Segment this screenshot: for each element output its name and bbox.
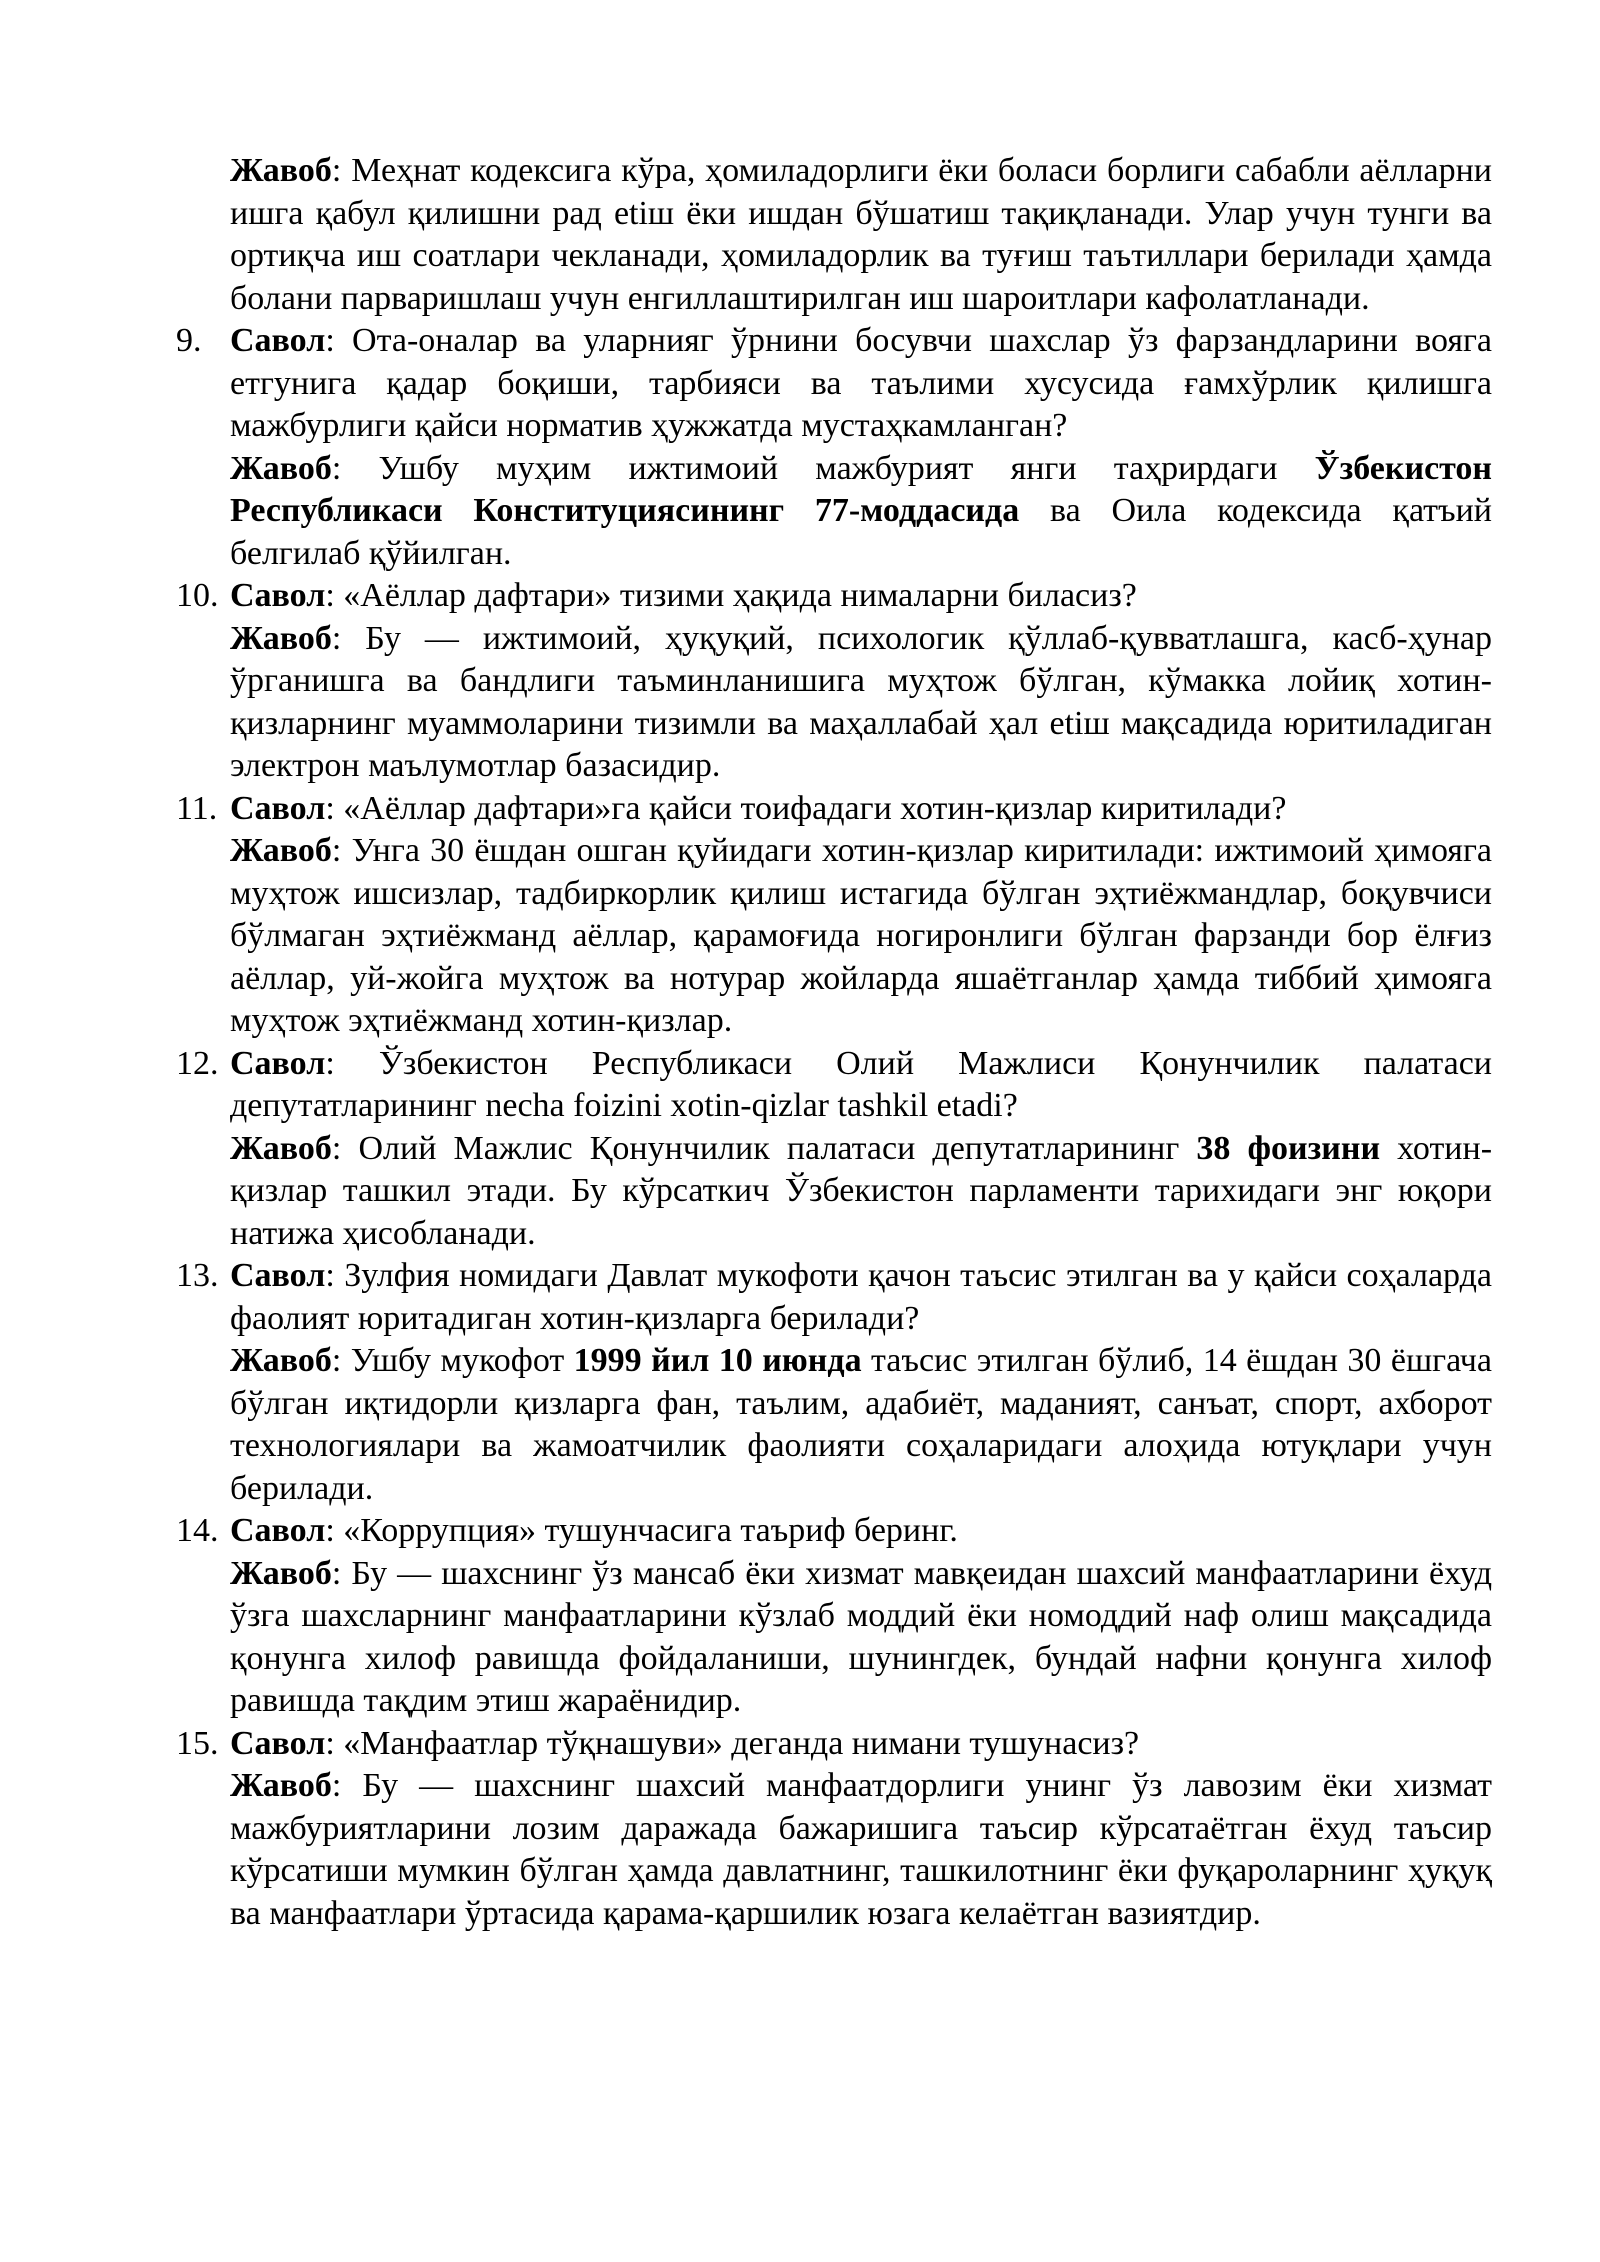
qa-item-12: [176, 1043, 1492, 1256]
item-number: 10.: [176, 577, 219, 614]
question: [230, 1255, 1492, 1340]
answer-text: : Бу — шахснинг шахсий манфаатдорлиги унинг ўз лавозим ёки хизмат мажбуриятларини лозим даражада бажаришига таъсир кўрсатаётган ёхуд таъсир кўрсатиши мумкин бўлган ҳамда давлатнинг, ташкилотнинг ёки фуқароларнинг ҳуқуқ ва манфаатлари ўртасида қарама-қаршилик юзага келаётган вазиятдир.: [230, 1767, 1492, 1932]
answer-text-end: хотин-қизлар ташкил этади. Бу кўрсаткич Ўзбекистон парламенти тарихидаги энг юқори натижа ҳисобланади.: [230, 1129, 1493, 1252]
question-label: Савол: [230, 322, 326, 359]
answer: [230, 448, 1492, 576]
answer-text-end: таъсис этилган бўлиб, 14 ёшдан 30 ёшгача бўлган иқтидорли қизларга фан, таълим, адабиёт, маданият, санъат, спорт, ахборот технологиялари ва жамоатчилик фаолияти соҳаларидаги алоҳида ютуқлари учун берилади.: [230, 1342, 1493, 1507]
item-number: 14.: [176, 1512, 219, 1549]
answer: [230, 618, 1492, 788]
question-text: : Ўзбекистон Республикаси Олий Мажлиси Қонунчилик палатаси депутатларининг necha foizini xotin-qizlar tashkil etadi?: [230, 1044, 1492, 1124]
answer-text: : Бу — шахснинг ўз мансаб ёки хизмат мавқеидан шахсий манфаатларини ёхуд ўзга шахсларнинг манфаатларини кўзлаб моддий ёки номоддий наф олиш мақсадида қонунга хилоф равишда фойдаланиши, шунингдек, бундай нафни қонунга хилоф равишда тақдим этиш жараёнидир.: [230, 1554, 1492, 1719]
question-label: Савол: [230, 1044, 326, 1082]
question-text: : Зулфия номидаги Давлат мукофоти қачон таъсис этилган ва у қайси соҳаларда фаолият юритадиган хотин-қизларга берилади?: [230, 1257, 1492, 1337]
answer-text: : Ушбу мукофот: [331, 1342, 574, 1379]
question: [230, 320, 1492, 448]
answer-label: Жавоб: [230, 1554, 332, 1592]
answer-label: Жавоб: [230, 1129, 332, 1167]
answer-highlight: 38 фоизини: [1196, 1129, 1381, 1167]
answer-continuation: [176, 150, 1492, 320]
answer: [230, 1128, 1492, 1256]
qa-item-11: [176, 788, 1492, 1043]
answer: [230, 1765, 1492, 1935]
qa-item-14: [176, 1510, 1492, 1723]
answer-label: Жавоб: [230, 152, 332, 189]
qa-item-13: [176, 1255, 1492, 1510]
answer-text: : Меҳнат кодексига кўра, ҳомиладорлиги ёки боласи борлиги сабабли аёлларни ишга қабул қилишни рад etiш ёки ишдан бўшатиш тақиқланади. Улар учун тунги ва ортиқча иш соатлари чекланади, ҳомиладорлик ва туғиш таътиллари берилади ҳамда болани парваришлаш учун енгиллаштирилган иш шароитлари кафолатланади.: [230, 152, 1492, 317]
question-text: : Ота-оналар ва уларнияг ўрнини босувчи шахслар ўз фарзандларини вояга етгунига қадар боқиши, тарбияси ва таълими хусусида ғамхўрлик қилишга мажбурлиги қайси норматив ҳужжатда мустаҳкамланган?: [230, 322, 1492, 444]
answer-text-end: ва Оила кодексида қатъий белгилаб қўйилган.: [230, 492, 1492, 572]
answer: [230, 830, 1492, 1043]
item-number: 9.: [176, 322, 202, 359]
qa-item-9: [176, 320, 1492, 575]
answer-label: Жавоб: [230, 832, 332, 869]
answer-text: : Унга 30 ёшдан ошган қуйидаги хотин-қизлар киритилади: ижтимоий ҳимояга муҳтож ишсизлар, тадбиркорлик қилиш истагида бўлган эҳтиёжмандлар, боқувчиси бўлмаган эҳтиёжманд аёллар, қарамоғида ногиронлиги бўлган фарзанди бор ёлғиз аёллар, уй-жойга муҳтож ва нотурар жойларда яшаётганлар ҳамда тиббий ҳимояга муҳтож эҳтиёжманд хотин-қизлар.: [230, 832, 1492, 1039]
answer-highlight: 1999 йил 10 июнда: [573, 1342, 862, 1379]
question-label: Савол: [230, 1512, 326, 1549]
qa-item-15: [176, 1723, 1492, 1936]
answer-text: : Бу — ижтимоий, ҳуқуқий, психологик қўллаб-қувватлашга, касб-ҳунар ўрганишга ва бандлиги таъминланишига муҳтож бўлган, кўмакка лойиқ хотин-қизларнинг муаммоларини тизимли ва маҳаллабай ҳал etiш мақсадида юритиладиган электрон маълумотлар базасидир.: [230, 619, 1492, 784]
answer-text: : Ушбу муҳим ижтимоий мажбурият янги таҳрирдаги: [331, 449, 1315, 487]
question-text: : «Манфаатлар тўқнашуви» деганда нимани тушунасиз?: [325, 1724, 1140, 1762]
item-number: 12.: [176, 1044, 219, 1082]
question-label: Савол: [230, 1257, 326, 1294]
question-text: : «Аёллар дафтари»га қайси тоифадаги хотин-қизлар киритилади?: [325, 789, 1287, 827]
answer-label: Жавоб: [230, 619, 332, 657]
question: [230, 1510, 1492, 1553]
question-text: : «Коррупция» тушунчасига таъриф беринг.: [325, 1512, 958, 1549]
answer: [230, 1553, 1492, 1723]
question-label: Савол: [230, 789, 326, 827]
item-number: 15.: [176, 1724, 219, 1762]
answer-text: : Олий Мажлис Қонунчилик палатаси депутатларининг: [331, 1129, 1197, 1167]
item-number: 13.: [176, 1257, 219, 1294]
answer: [230, 1340, 1492, 1510]
answer-label: Жавоб: [230, 1342, 332, 1379]
question: [230, 1723, 1492, 1766]
document-content: [176, 150, 1492, 1935]
item-number: 11.: [176, 789, 218, 827]
answer-label: Жавоб: [230, 449, 332, 487]
question-label: Савол: [230, 577, 326, 614]
answer-highlight: Ўзбекистон Республикаси Конституциясининг 77-моддасида: [230, 449, 1492, 529]
answer-label: Жавоб: [230, 1767, 332, 1804]
question: [230, 788, 1492, 831]
question: [230, 575, 1492, 618]
qa-item-10: [176, 575, 1492, 788]
question-text: : «Аёллар дафтари» тизими ҳақида нималарни биласиз?: [325, 577, 1137, 614]
question: [230, 1043, 1492, 1128]
question-label: Савол: [230, 1724, 326, 1762]
